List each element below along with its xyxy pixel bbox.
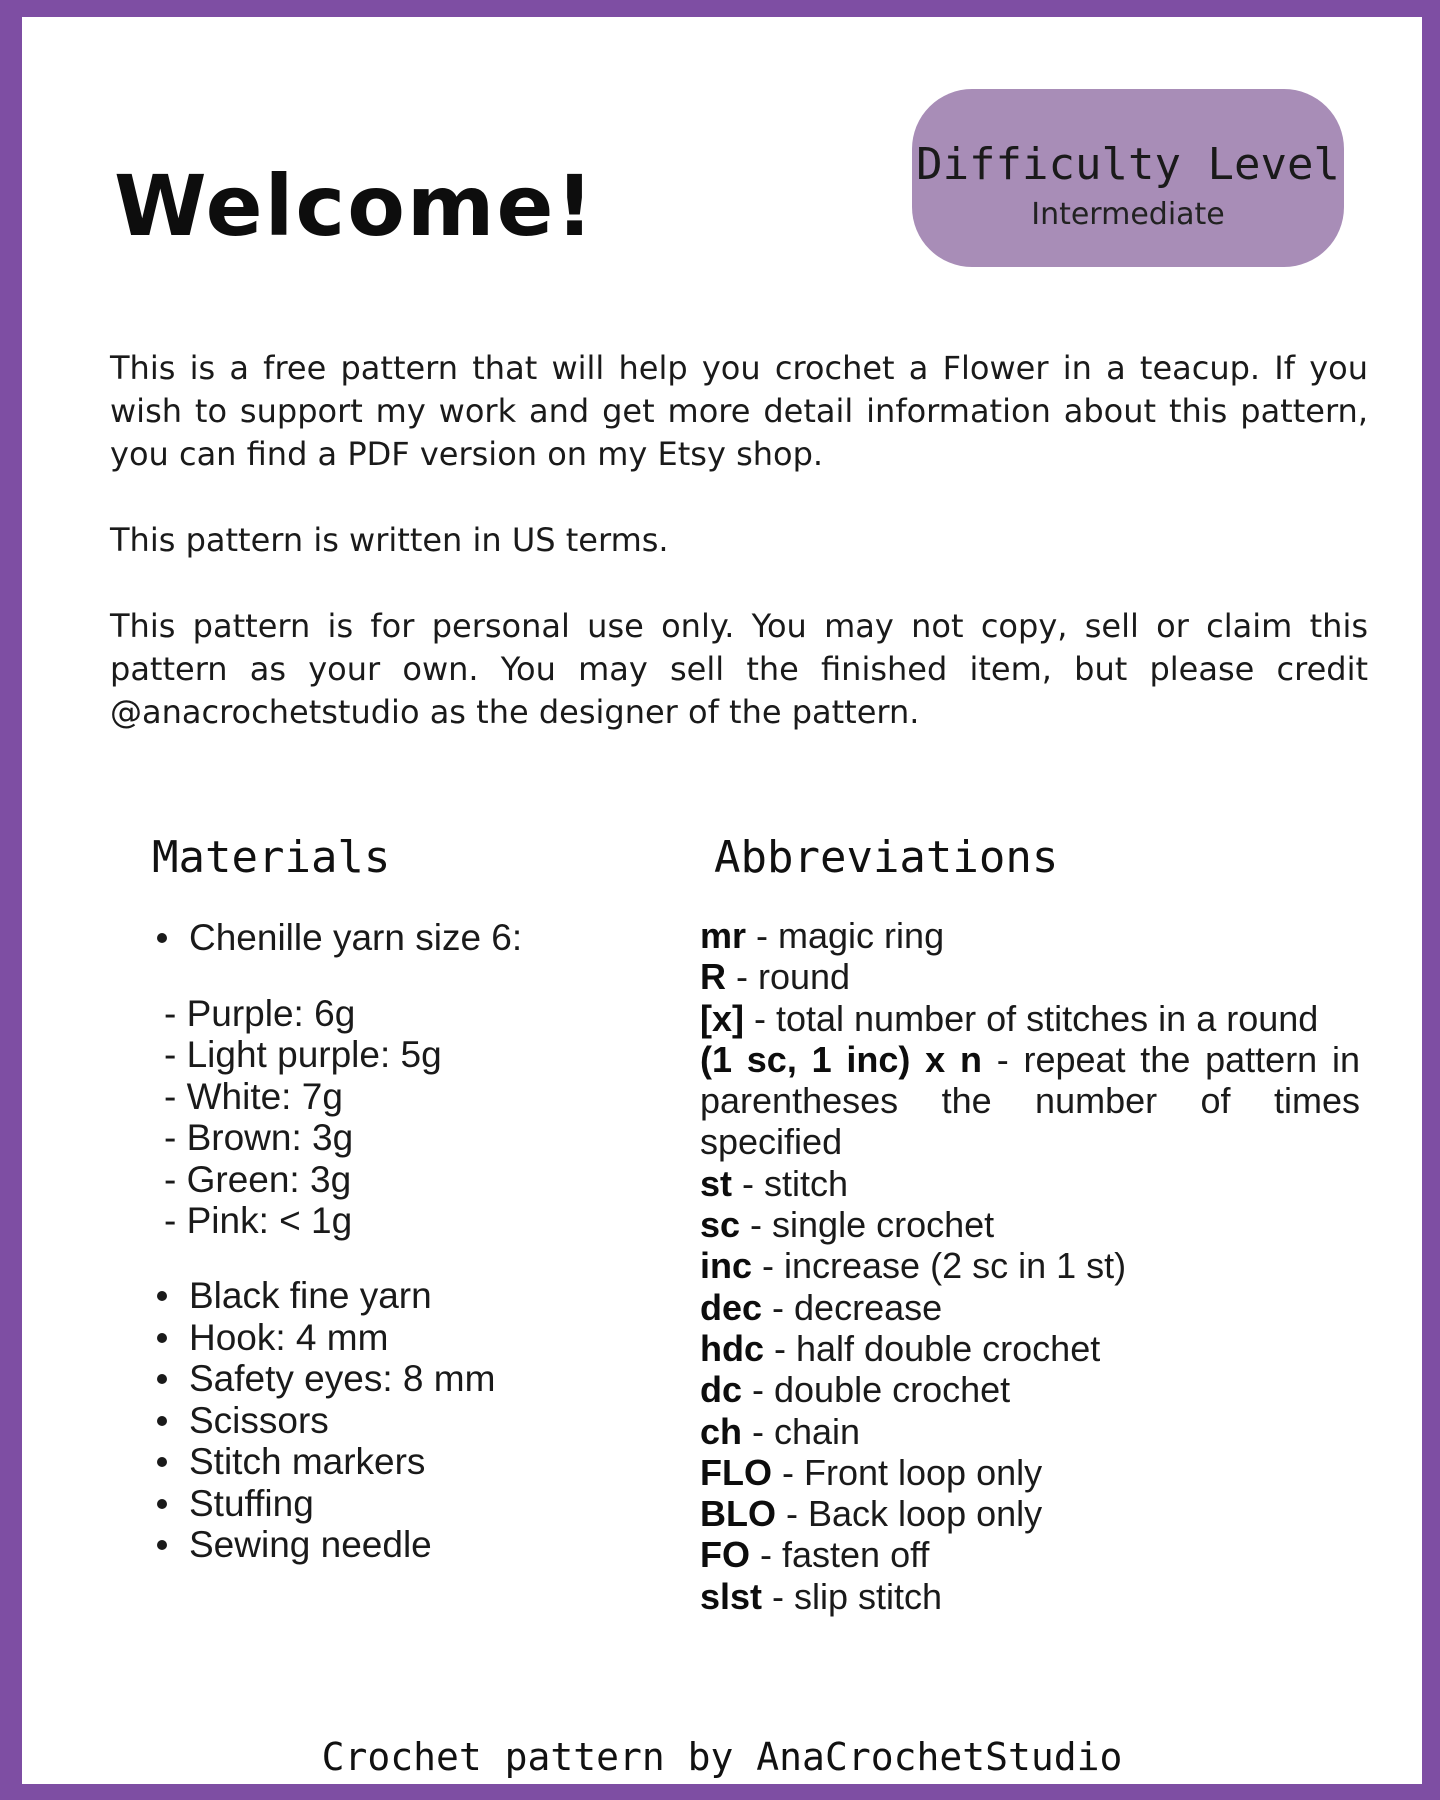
materials-heading: Materials	[152, 832, 391, 883]
bullet-icon	[157, 1457, 167, 1467]
material-item: Scissors	[189, 1399, 329, 1441]
list-item	[132, 1317, 632, 1359]
footer-credit: Crochet pattern by AnaCrochetStudio	[321, 1735, 1123, 1779]
list-item	[132, 1359, 632, 1401]
abbreviation-row	[700, 915, 1360, 956]
intro-paragraph: This pattern is for personal use only. You may not copy, sell or claim this pattern as your own. You may sell the finished item, but please credit @anacrochetstudio as the designer of the pattern.	[110, 607, 1368, 731]
bullet-icon	[157, 933, 167, 943]
abbreviations-heading: Abbreviations	[714, 832, 1059, 883]
abbreviation-term: FO	[700, 1534, 750, 1576]
abbreviation-row	[700, 956, 1360, 997]
abbreviation-desc: - repeat the pattern in parentheses the number of times specified	[700, 1038, 1360, 1163]
abbreviation-term: mr	[700, 915, 747, 956]
abbreviation-term: st	[700, 1162, 733, 1204]
abbreviation-desc: - fasten off	[750, 1534, 930, 1576]
intro-text	[110, 347, 1368, 777]
abbreviation-term: dec	[700, 1286, 763, 1328]
yarn-color-item: - Pink: < 1g	[164, 1200, 353, 1241]
abbreviation-desc: - chain	[742, 1410, 861, 1452]
abbreviation-row	[700, 1163, 1360, 1204]
abbreviation-row	[700, 1369, 1360, 1410]
abbreviation-desc: - decrease	[762, 1286, 943, 1328]
abbreviation-term: FLO	[700, 1451, 772, 1493]
material-item: Stuffing	[189, 1482, 314, 1524]
list-item	[132, 1442, 632, 1484]
abbreviation-term: BLO	[700, 1493, 776, 1535]
abbreviation-term: R	[700, 956, 726, 998]
abbreviation-row	[700, 1245, 1360, 1286]
yarn-color-item: - Purple: 6g	[164, 992, 356, 1034]
abbreviation-row	[700, 1204, 1360, 1245]
material-item: Black fine yarn	[189, 1275, 432, 1317]
abbreviation-desc: - total number of stitches in a round	[744, 997, 1319, 1039]
bullet-icon	[157, 1291, 167, 1301]
abbreviation-desc: - stitch	[732, 1162, 849, 1204]
material-item: Safety eyes: 8 mm	[189, 1358, 496, 1400]
difficulty-badge	[912, 89, 1344, 267]
bullet-icon	[157, 1416, 167, 1426]
materials-list	[132, 917, 632, 1566]
bullet-icon	[157, 1540, 167, 1550]
abbreviation-desc: - magic ring	[746, 915, 945, 956]
bullet-icon	[157, 1374, 167, 1384]
abbreviation-row	[700, 1452, 1360, 1493]
abbreviation-term: inc	[700, 1245, 753, 1287]
abbreviation-row	[700, 1287, 1360, 1328]
abbreviation-row	[700, 1039, 1360, 1163]
list-item	[132, 1400, 632, 1442]
material-item: Chenille yarn size 6:	[189, 916, 523, 958]
difficulty-value: Intermediate	[1031, 197, 1225, 232]
abbreviation-term: hdc	[700, 1327, 765, 1369]
yarn-color-item: - Light purple: 5g	[164, 1034, 442, 1075]
abbreviation-desc: - half double crochet	[764, 1327, 1101, 1369]
abbreviation-row	[700, 1493, 1360, 1534]
difficulty-label: Difficulty Level	[916, 139, 1340, 190]
abbreviation-desc: - round	[726, 956, 851, 998]
intro-paragraph: This is a free pattern that will help you crochet a Flower in a teacup. If you wish to support my work and get more detail information about this pattern, you can find a PDF version on my Etsy shop.	[110, 349, 1368, 473]
abbreviation-term: slst	[700, 1575, 763, 1617]
abbreviation-desc: - Front loop only	[771, 1451, 1043, 1493]
abbreviation-row	[700, 998, 1360, 1039]
abbreviation-row	[700, 1328, 1360, 1369]
abbreviation-desc: - double crochet	[742, 1369, 1011, 1411]
abbreviation-row	[700, 1534, 1360, 1575]
abbreviation-term: dc	[700, 1369, 743, 1411]
pattern-page	[22, 17, 1422, 1784]
page-title: Welcome!	[114, 157, 596, 255]
bullet-icon	[157, 1499, 167, 1509]
material-item: Hook: 4 mm	[189, 1316, 389, 1358]
abbreviation-desc: - Back loop only	[776, 1493, 1043, 1535]
abbreviation-term: (1 sc, 1 inc) x n	[700, 1038, 982, 1080]
abbreviation-term: ch	[700, 1410, 743, 1452]
abbreviation-term: [x]	[700, 997, 744, 1039]
material-item: Sewing needle	[189, 1524, 432, 1566]
list-item	[132, 917, 632, 959]
abbreviation-desc: - single crochet	[740, 1204, 995, 1246]
intro-paragraph: This pattern is written in US terms.	[110, 521, 669, 559]
abbreviations-list	[700, 915, 1360, 1617]
abbreviation-desc: - increase (2 sc in 1 st)	[752, 1245, 1127, 1287]
yarn-color-item: - Brown: 3g	[164, 1117, 354, 1158]
abbreviation-term: sc	[700, 1204, 741, 1246]
abbreviation-row	[700, 1576, 1360, 1617]
bullet-icon	[157, 1333, 167, 1343]
list-item	[132, 1276, 632, 1318]
yarn-color-item: - White: 7g	[164, 1075, 343, 1117]
abbreviation-desc: - slip stitch	[762, 1575, 943, 1617]
yarn-color-item: - Green: 3g	[164, 1158, 352, 1200]
list-item	[132, 1483, 632, 1525]
list-item	[132, 1525, 632, 1567]
material-item: Stitch markers	[189, 1441, 426, 1483]
abbreviation-row	[700, 1411, 1360, 1452]
